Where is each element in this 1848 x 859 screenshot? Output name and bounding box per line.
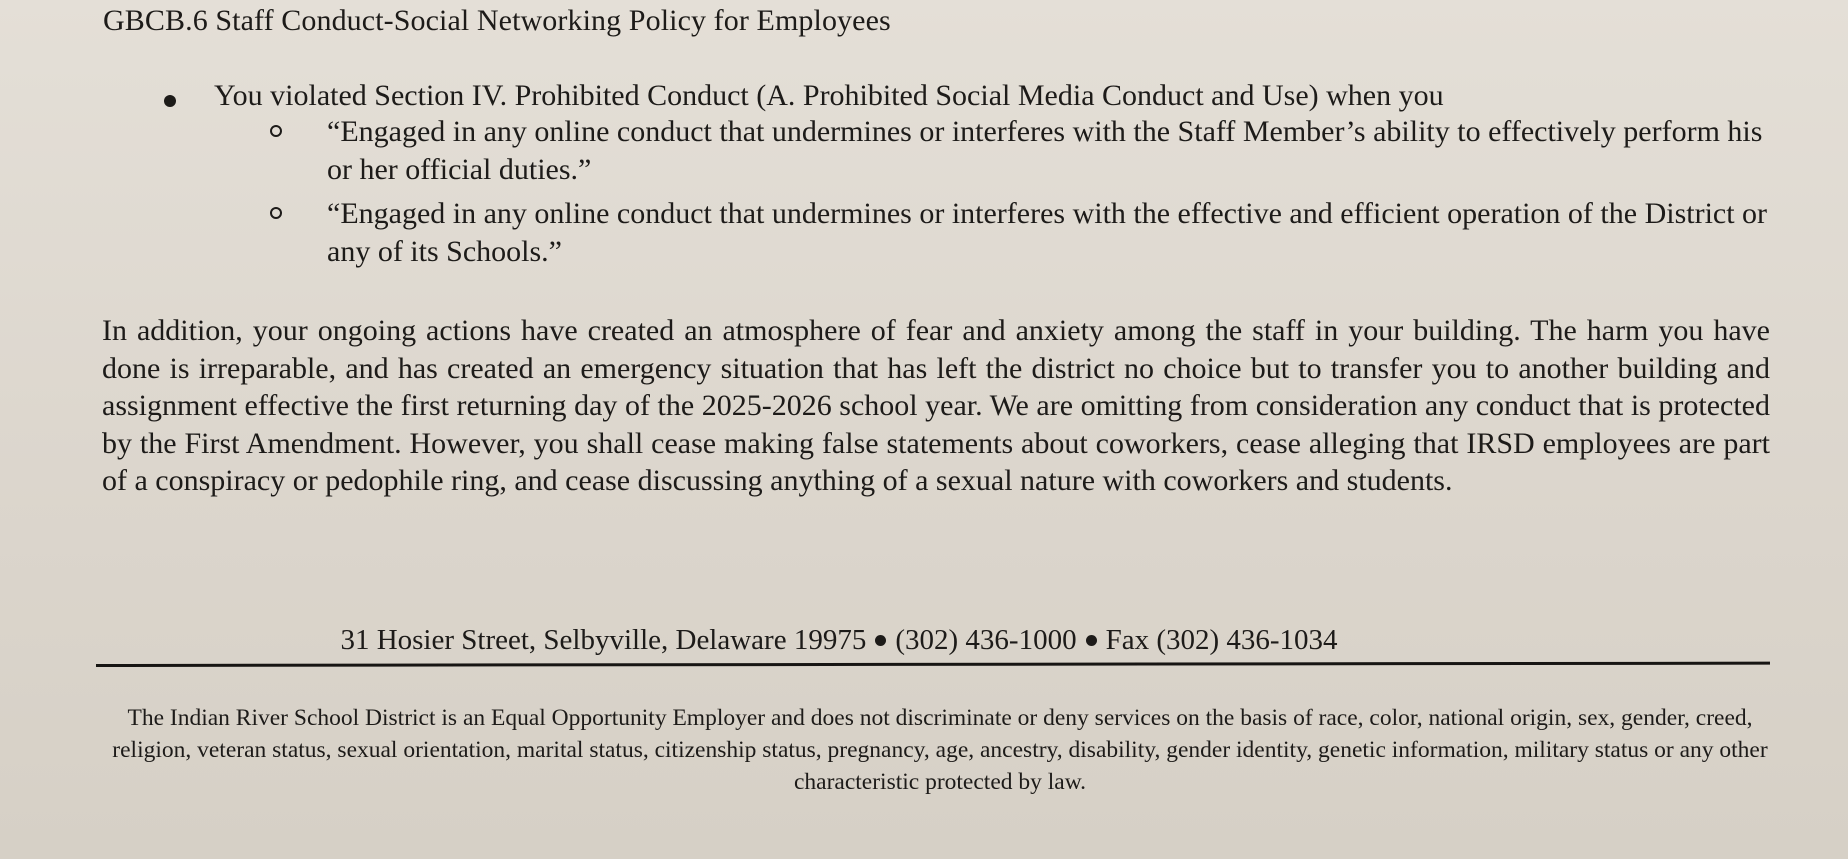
hollow-circle-icon <box>270 125 282 137</box>
footer-divider <box>96 662 1770 667</box>
policy-heading: GBCB.6 Staff Conduct-Social Networking Policy for Employees <box>103 4 891 37</box>
separator-dot-icon <box>1086 635 1097 646</box>
violation-bullet-text: You violated Section IV. Prohibited Conduct (A. Prohibited Social Media Conduct and Use) when you <box>214 79 1444 112</box>
separator-dot-icon <box>875 635 886 646</box>
fax-number: Fax (302) 436-1034 <box>1105 624 1338 656</box>
sub-item-text: “Engaged in any online conduct that undermines or interferes with the Staff Member’s ability to effectively perform his or her official duties.” <box>327 115 1763 186</box>
equal-opportunity-notice: The Indian River School District is an Equal Opportunity Employer and does not discriminate or deny services on the basis of race, color, national origin, sex, gender, creed, religion, veteran status, sexual orientation, marital status, citizenship status, pregnancy, age, ancestry, disability, gender identity, genetic information, military status or any other characteristic protected by law. <box>112 705 1768 795</box>
transfer-paragraph: In addition, your ongoing actions have created an atmosphere of fear and anxiety among the staff in your building. The harm you have done is irreparable, and has created an emergency situation that has left the district no choice but to transfer you to another building and assignment effective the first returning day of the 2025-2026 school year. We are omitting from consideration any conduct that is protected by the First Amendment. However, you shall cease making false statements about coworkers, cease alleging that IRSD employees are part of a conspiracy or pedophile ring, and cease discussing anything of a sexual nature with coworkers and students. <box>102 314 1770 497</box>
street-address: 31 Hosier Street, Selbyville, Delaware 19975 <box>340 624 867 656</box>
sub-item-text: “Engaged in any online conduct that undermines or interferes with the effective and efficient operation of the District or any of its Schools.” <box>327 197 1768 268</box>
phone-number: (302) 436-1000 <box>895 624 1077 656</box>
bullet-dot-icon <box>164 95 176 107</box>
letterhead-address <box>0 624 1848 657</box>
hollow-circle-icon <box>270 207 282 219</box>
